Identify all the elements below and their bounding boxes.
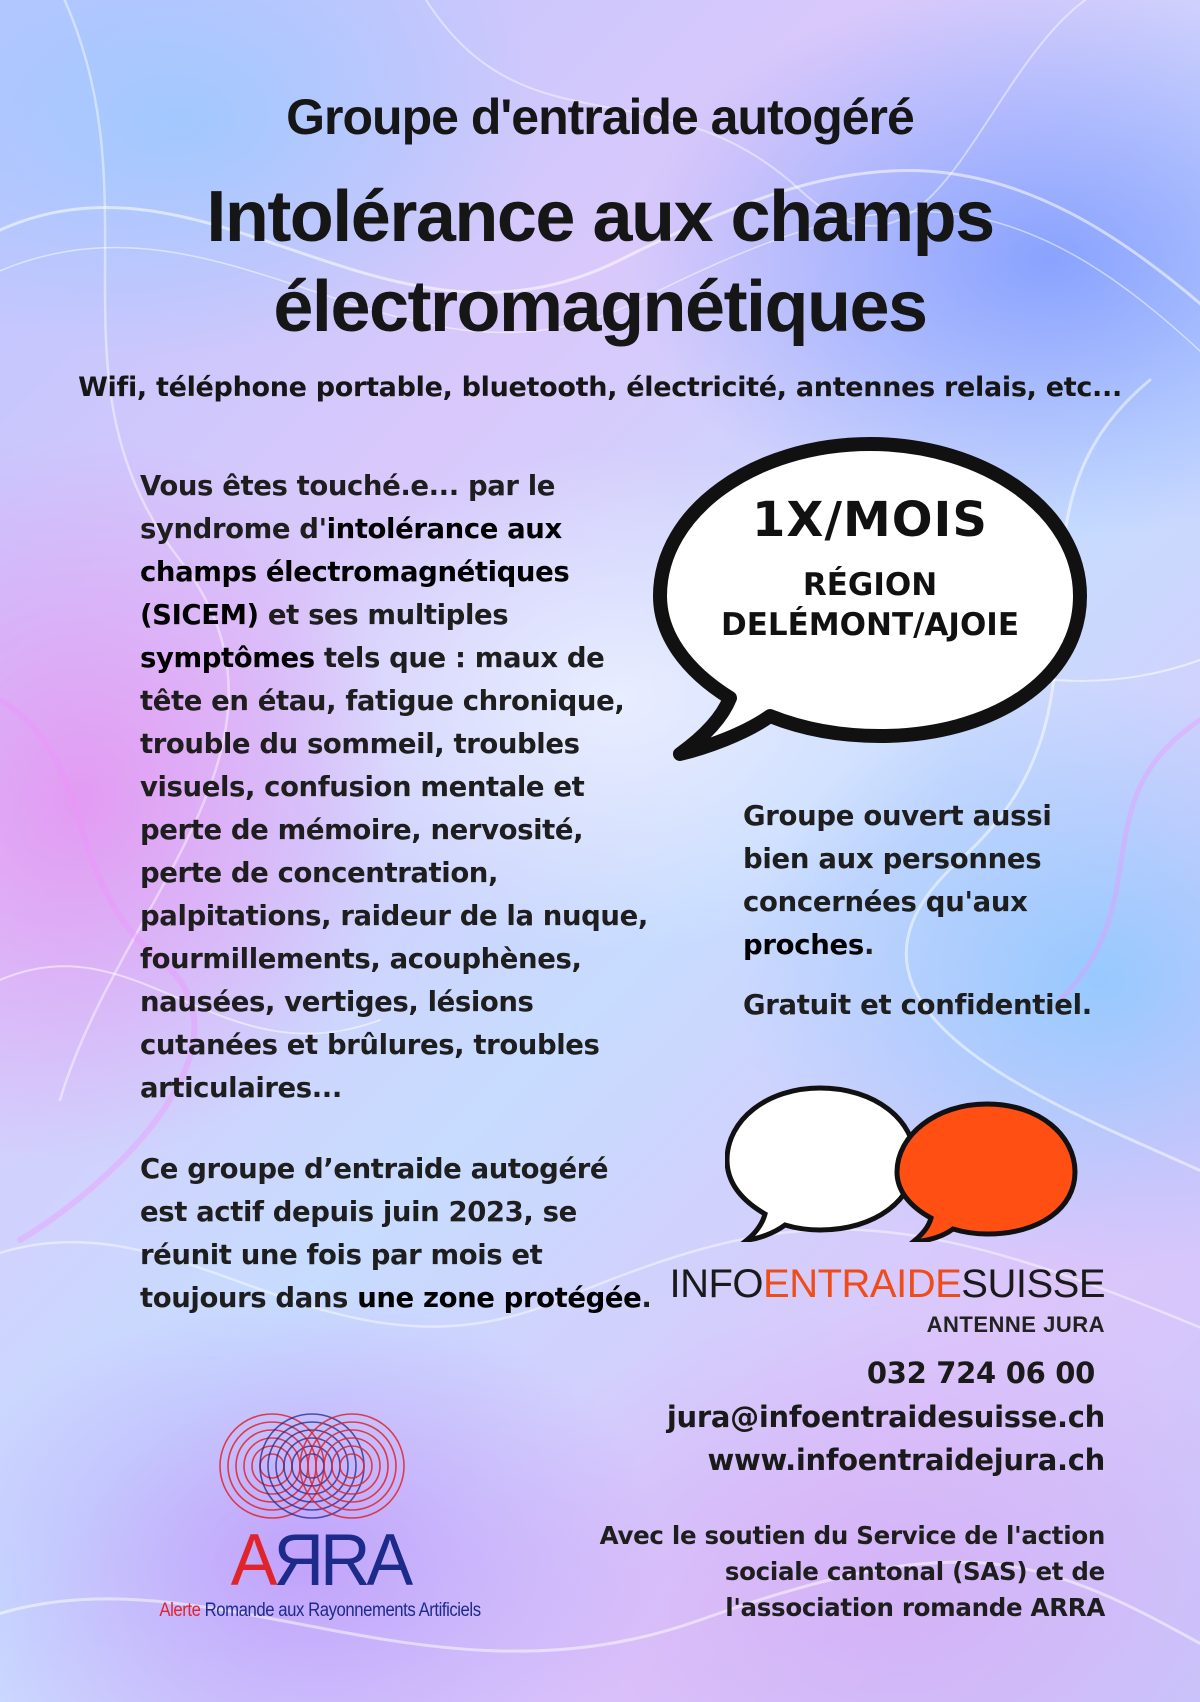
support-line2: sociale cantonal (SAS) et de xyxy=(724,1557,1105,1586)
intro-keyword-symptoms: symptômes xyxy=(140,642,315,674)
arra-tagline xyxy=(126,1600,513,1622)
contact-website-link[interactable]: www.infoentraidejura.ch xyxy=(707,1443,1105,1477)
group-keyword-zone: une zone protégée xyxy=(357,1282,642,1314)
intro-symptoms-list: tels que : maux de tête en étau, fatigue chronique, trouble du sommeil, troubles visuels, confusion mentale et perte de mémoire, nervosité, perte de concentration, palpitations, raideur de la nuque, fourmillements, acouphènes, nausées, vertiges, lésions cutanées et brûlures, troubles articulaires... xyxy=(140,642,648,1104)
arra-letter-a-end: A xyxy=(366,1519,410,1601)
intro-text: et ses multiples xyxy=(258,599,509,631)
bubble-region xyxy=(660,565,1080,645)
header-tagline: Wifi, téléphone portable, bluetooth, électricité, antennes relais, etc... xyxy=(78,372,1122,403)
open-group-text xyxy=(743,795,1123,967)
group-description-end: . xyxy=(641,1282,652,1314)
bubble-frequency: 1X/MOIS xyxy=(752,492,988,548)
arra-logo-wordmark xyxy=(200,1518,440,1602)
arra-tagline-rest: Romande aux Rayonnements Artificiels xyxy=(200,1600,481,1621)
brand-logo-text xyxy=(600,1262,1105,1307)
header-title xyxy=(0,172,1200,352)
intro-text: Vous êtes touché.e... par le syndrome d' xyxy=(140,470,555,545)
open-group-keyword: proches xyxy=(743,929,864,961)
brand-part-suisse: SUISSE xyxy=(961,1262,1105,1306)
brand-part-info: INFO xyxy=(669,1262,764,1306)
header-title-line2: électromagnétiques xyxy=(273,267,927,347)
support-text xyxy=(560,1518,1105,1626)
intro-keyword-sicem: intolérance aux champs électromagnétiques (SICEM) xyxy=(140,513,570,631)
intro-paragraph-symptoms xyxy=(140,465,660,1110)
contact-phone[interactable]: 032 724 06 00 xyxy=(866,1356,1095,1390)
support-line1: Avec le soutien du Service de l'action xyxy=(599,1521,1105,1550)
arra-letter-a: A xyxy=(230,1519,274,1601)
header-subtitle: Groupe d'entraide autogéré xyxy=(286,89,914,145)
header-title-line1: Intolérance aux champs xyxy=(206,177,994,257)
brand-antenne: ANTENNE JURA xyxy=(926,1312,1105,1337)
support-line3: l'association romande ARRA xyxy=(725,1593,1105,1622)
open-group-desc-end: . xyxy=(863,929,875,961)
free-confidential: Gratuit et confidentiel. xyxy=(743,989,1092,1021)
group-description: Ce groupe d’entraide autogéré est actif depuis juin 2023, se réunit une fois par mois et toujours dans xyxy=(140,1153,609,1314)
intro-paragraph-group xyxy=(140,1148,660,1320)
arra-tagline-alerte: Alerte xyxy=(159,1600,201,1621)
brand-part-entraide: ENTRAIDE xyxy=(763,1262,962,1306)
bubble-region-line1: RÉGION xyxy=(802,567,938,603)
bubble-region-line2: DELÉMONT/AJOIE xyxy=(720,607,1020,643)
chat-bubbles-icon xyxy=(725,1082,1085,1242)
contact-email-link[interactable]: jura@infoentraidesuisse.ch xyxy=(666,1400,1105,1434)
arra-letters-rr: ЯR xyxy=(273,1519,367,1601)
open-group-desc: Groupe ouvert aussi bien aux personnes concernées qu'aux xyxy=(743,800,1052,918)
